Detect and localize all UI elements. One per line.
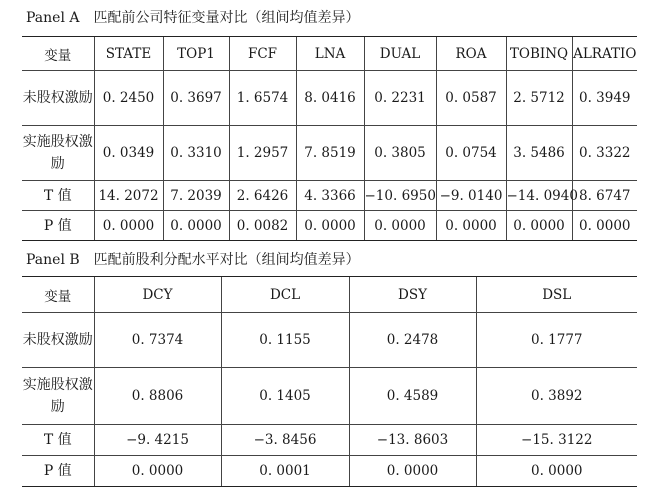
- panel-b-header-row: [22, 277, 637, 313]
- table-cell: 0. 3322: [572, 126, 637, 181]
- table-cell: 0. 3892: [476, 368, 637, 425]
- table-cell: 0. 2231: [364, 71, 436, 126]
- row-label: P 值: [22, 456, 94, 487]
- header-cell: FCF: [229, 37, 296, 71]
- table-cell: 0. 0000: [506, 211, 572, 241]
- table-cell: 0. 2478: [349, 313, 476, 368]
- table-cell: 0. 0082: [229, 211, 296, 241]
- panel-a-table: [22, 36, 637, 241]
- table-cell: −9. 4215: [94, 425, 221, 456]
- table-cell: 0. 0587: [436, 71, 506, 126]
- table-cell: −13. 8603: [349, 425, 476, 456]
- header-cell: DSY: [349, 277, 476, 313]
- table-cell: 0. 3310: [163, 126, 229, 181]
- table-cell: 0. 0000: [163, 211, 229, 241]
- table-cell: 2. 5712: [506, 71, 572, 126]
- table-row: [22, 456, 637, 487]
- panel-b-table: [22, 276, 637, 487]
- header-cell: TOBINQ: [506, 37, 572, 71]
- table-cell: −3. 8456: [221, 425, 349, 456]
- table-row: [22, 71, 637, 126]
- table-cell: 8. 6747: [572, 181, 637, 211]
- header-cell: DCY: [94, 277, 221, 313]
- table-cell: 0. 0349: [94, 126, 163, 181]
- table-cell: 0. 4589: [349, 368, 476, 425]
- table-row: [22, 368, 637, 425]
- table-cell: 1. 6574: [229, 71, 296, 126]
- table-cell: 8. 0416: [296, 71, 364, 126]
- table-cell: 2. 6426: [229, 181, 296, 211]
- header-cell: DCL: [221, 277, 349, 313]
- table-row: [22, 425, 637, 456]
- table-cell: −9. 0140: [436, 181, 506, 211]
- table-row: [22, 313, 637, 368]
- header-cell: LNA: [296, 37, 364, 71]
- row-label: P 值: [22, 211, 94, 241]
- row-label: T 值: [22, 181, 94, 211]
- table-cell: 0. 0000: [296, 211, 364, 241]
- header-cell: DUAL: [364, 37, 436, 71]
- header-cell: ROA: [436, 37, 506, 71]
- table-cell: 0. 0001: [221, 456, 349, 487]
- table-cell: −15. 3122: [476, 425, 637, 456]
- row-label: 实施股权激励: [22, 368, 94, 425]
- table-cell: −10. 6950: [364, 181, 436, 211]
- table-cell: 0. 0754: [436, 126, 506, 181]
- header-cell: 变量: [22, 277, 94, 313]
- table-cell: 7. 2039: [163, 181, 229, 211]
- table-cell: 0. 0000: [436, 211, 506, 241]
- table-cell: 0. 7374: [94, 313, 221, 368]
- header-cell: ALRATIO: [572, 37, 637, 71]
- table-cell: 0. 1155: [221, 313, 349, 368]
- table-cell: 0. 8806: [94, 368, 221, 425]
- table-cell: 0. 3949: [572, 71, 637, 126]
- table-cell: 0. 3805: [364, 126, 436, 181]
- row-label: 未股权激励: [22, 71, 94, 126]
- panel-a-header-row: [22, 37, 637, 71]
- header-cell: STATE: [94, 37, 163, 71]
- table-cell: 0. 0000: [94, 211, 163, 241]
- table-cell: 0. 0000: [364, 211, 436, 241]
- header-cell: TOP1: [163, 37, 229, 71]
- table-cell: 14. 2072: [94, 181, 163, 211]
- table-cell: 1. 2957: [229, 126, 296, 181]
- row-label: 实施股权激励: [22, 126, 94, 181]
- table-cell: 0. 0000: [94, 456, 221, 487]
- row-label: 未股权激励: [22, 313, 94, 368]
- table-cell: 0. 0000: [476, 456, 637, 487]
- header-cell: DSL: [476, 277, 637, 313]
- table-cell: 0. 0000: [572, 211, 637, 241]
- table-cell: 3. 5486: [506, 126, 572, 181]
- row-label: T 值: [22, 425, 94, 456]
- table-row: [22, 181, 637, 211]
- table-cell: 0. 1777: [476, 313, 637, 368]
- panel-a-title: Panel A 匹配前公司特征变量对比（组间均值差异）: [26, 10, 360, 26]
- table-cell: 4. 3366: [296, 181, 364, 211]
- table-row: [22, 211, 637, 241]
- header-cell: 变量: [22, 37, 94, 71]
- table-cell: 7. 8519: [296, 126, 364, 181]
- table-cell: 0. 2450: [94, 71, 163, 126]
- table-cell: 0. 3697: [163, 71, 229, 126]
- table-row: [22, 126, 637, 181]
- table-cell: 0. 1405: [221, 368, 349, 425]
- table-cell: −14. 0940: [506, 181, 572, 211]
- panel-b-title: Panel B 匹配前股利分配水平对比（组间均值差异）: [26, 252, 360, 268]
- table-cell: 0. 0000: [349, 456, 476, 487]
